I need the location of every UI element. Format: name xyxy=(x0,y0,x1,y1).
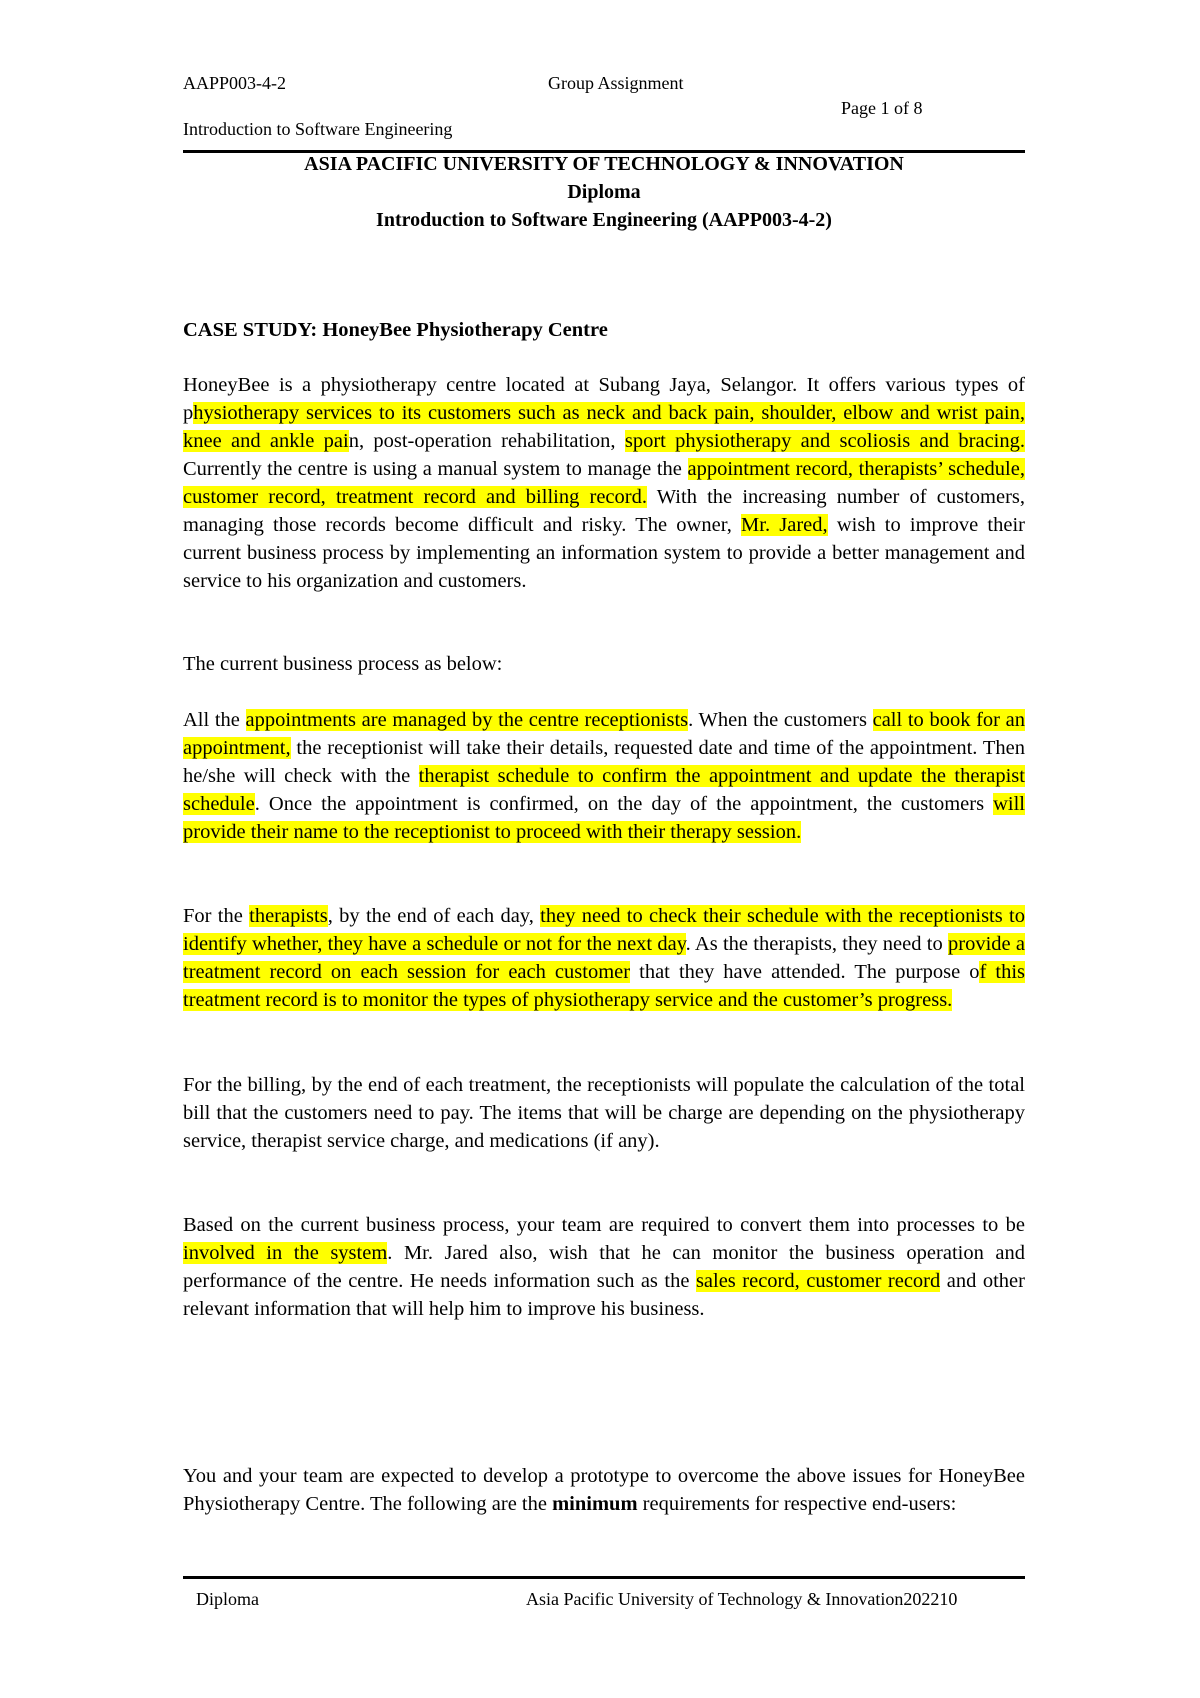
paragraph-text: All the xyxy=(183,709,246,731)
paragraph-text: . Once the appointment is confirmed, on the day of the appointment, the customers xyxy=(254,793,994,815)
highlighted-text: Mr. Jared, xyxy=(741,514,828,536)
paragraph-text: For the xyxy=(183,905,250,927)
programme-title: Diploma xyxy=(567,181,641,203)
highlighted-text: sales record, customer record xyxy=(695,1270,941,1292)
highlighted-text: they need to check their schedule with the receptionists to identify whether, they have a schedule or not for the next day xyxy=(183,905,1025,955)
module-title: Introduction to Software Engineering (AAPP003-4-2) xyxy=(376,209,832,231)
paragraph-text: You and your team are expected to develop a prototype to overcome the above issues for HoneyBee Physiotherapy Centre. The following are the xyxy=(183,1465,1025,1515)
highlighted-text: sport physiotherapy and scoliosis and bracing. xyxy=(624,430,1025,452)
paragraph-text: For the billing, by the end of each treatment, the receptionists will populate the calculation of the total bill that the customers need to pay. The items that will be charge are depending on the physiotherapy service, therapist service charge, and medications (if any). xyxy=(183,1074,1025,1152)
paragraph-text: . As the therapists, they need to xyxy=(685,933,948,955)
highlighted-text: hysiotherapy services to its customers such as neck and back pain, shoulder, elbow and wrist pain, knee and ankle pai xyxy=(183,402,1025,452)
university-title: ASIA PACIFIC UNIVERSITY OF TECHNOLOGY & INNOVATION xyxy=(304,153,904,175)
paragraph-intro xyxy=(183,371,1025,595)
paragraph-appointments xyxy=(183,706,1025,846)
highlighted-text: appointment record, therapists’ schedule, customer record, treatment record and billing record. xyxy=(183,458,1025,508)
highlighted-text: involved in the system xyxy=(183,1242,388,1264)
paragraph-text: n, post-operation rehabilitation, xyxy=(348,430,625,452)
header-course-code: AAPP003-4-2 xyxy=(183,73,287,93)
paragraph-text: and other relevant information that will help him to improve his business. xyxy=(183,1270,1025,1320)
document-titles xyxy=(183,150,1025,234)
highlighted-text: call to book for an appointment, xyxy=(183,709,1025,759)
case-study-title: CASE STUDY: HoneyBee Physiotherapy Centre xyxy=(183,319,608,341)
paragraph-billing xyxy=(183,1071,1025,1155)
highlighted-text: provide a treatment record on each session for each customer xyxy=(183,933,1025,983)
paragraph-text: . Mr. Jared also, wish that he can monitor the business operation and performance of the centre. He needs information such as the xyxy=(183,1242,1025,1292)
paragraph-text: that they have attended. The purpose o xyxy=(630,961,980,983)
header-page-info: Page 1 of 8 xyxy=(841,98,923,118)
paragraph-text: requirements for respective end-users: xyxy=(637,1493,957,1515)
highlighted-text: therapist schedule to confirm the appointment and update the therapist schedule xyxy=(183,765,1025,815)
paragraph-prototype xyxy=(183,1462,1025,1518)
header-assignment-type: Group Assignment xyxy=(548,73,684,93)
paragraph-text: Based on the current business process, your team are required to convert them into processes to be xyxy=(183,1214,1025,1236)
highlighted-text: will provide their name to the receptionist to proceed with their therapy session. xyxy=(183,793,1025,843)
paragraph-requirements xyxy=(183,1211,1025,1323)
paragraph-text: HoneyBee is a physiotherapy centre located at Subang Jaya, Selangor. It offers various types of p xyxy=(183,374,1025,424)
footer-rule xyxy=(183,1576,1025,1579)
paragraph-text: . When the customers xyxy=(688,709,873,731)
paragraph-text: The current business process as below: xyxy=(183,653,503,675)
footer-institution: Asia Pacific University of Technology & Innovation202210 xyxy=(526,1589,958,1609)
paragraph-text: Currently the centre is using a manual system to manage the xyxy=(183,458,688,480)
footer-programme: Diploma xyxy=(196,1589,259,1609)
paragraph-text: With the increasing number of customers, managing those records become difficult and risky. The owner, xyxy=(183,486,1026,536)
header-module-name: Introduction to Software Engineering xyxy=(183,119,453,139)
paragraph-text: the receptionist will take their details, requested date and time of the appointment. Then he/she will check with the xyxy=(183,737,1025,787)
highlighted-text: f this treatment record is to monitor the types of physiotherapy service and the customer’s progress. xyxy=(183,961,1025,1011)
paragraph-text: wish to improve their current business process by implementing an information system to provide a better management and service to his organization and customers. xyxy=(183,514,1025,592)
paragraph-text: , by the end of each day, xyxy=(327,905,541,927)
paragraph-process-intro xyxy=(183,650,1025,678)
paragraph-therapists xyxy=(183,902,1025,1014)
paragraph-text: minimum xyxy=(552,1493,638,1515)
highlighted-text: therapists xyxy=(249,905,328,927)
highlighted-text: appointments are managed by the centre receptionists xyxy=(245,709,689,731)
